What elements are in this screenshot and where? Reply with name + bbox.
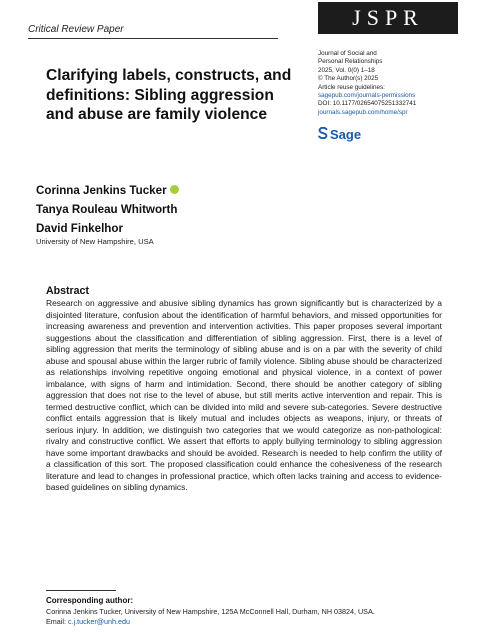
journal-name-line-2: Personal Relationships	[318, 58, 383, 66]
paper-type-label: Critical Review Paper	[28, 24, 124, 35]
correspondence-heading: Corresponding author:	[46, 596, 134, 605]
correspondence-email-line	[46, 617, 130, 626]
orcid-icon[interactable]	[170, 185, 179, 194]
reuse-link[interactable]: sagepub.com/journals-permissions	[318, 92, 416, 100]
header-divider	[28, 38, 278, 39]
author-2: Tanya Rouleau Whitworth	[36, 203, 178, 216]
email-link[interactable]: c.j.tucker@unh.edu	[67, 617, 131, 626]
journal-name-line-1: Journal of Social and	[318, 50, 377, 57]
affiliation: University of New Hampshire, USA	[36, 237, 154, 246]
article-title: Clarifying labels, constructs, and definitions: Sibling aggression and abuse are family violence	[46, 67, 292, 123]
abstract-text: Research on aggressive and abusive sibling dynamics has grown significantly but is characterized by a disjointed literature, confusion about the identification of harmful behaviors, and missed opportunities for increasing awareness and prevention and intervention activities. This paper proposes several important suggestions about the classification and differentiation of sibling aggression. First, there is a level of sibling aggression that merits the terminology of sibling abuse and is on a par with the severity of child abuse and spousal abuse within the larger rubric of family violence. Sibling abuse should be characterized as relationships involving repetitive ongoing emotional and physical violence, in a context of power imbalance, with signs of harm and intimidation. Second, there should be another category of sibling aggression that does not rise to the level of abuse, but still merits active intervention and repair. This is termed destructive conflict, which can be divided into mild and severe sub-categories. Severe destructive conflict entails aggression that is likely mutual and includes objects as weapons, injury, or threats of serious injury. In addition, we distinguish two categories that we would categorize as non-pathological: rivalry and constructive conflict. We assert that efforts to apply bullying terminology to sibling aggression have some important drawbacks and should be avoided. Research is needed to help confirm the utility of a classification of this sort. The proposed classification could enhance the cohesiveness of the research literature and lead to changes in professional practice, which often lacks training and access to evidence-based guidelines on sibling dynamics.	[46, 298, 442, 492]
author-3: David Finkelhor	[36, 222, 123, 235]
volume-info: 2025, Vol. 0(0) 1–18	[318, 66, 375, 74]
journal-logo: JSPR	[318, 2, 458, 34]
doi[interactable]: DOI: 10.1177/02654075251332741	[318, 100, 417, 108]
publisher-logo	[318, 127, 361, 142]
copyright: © The Author(s) 2025	[318, 75, 379, 83]
journal-metadata	[318, 50, 468, 117]
journal-link[interactable]: journals.sagepub.com/home/spr	[318, 108, 408, 116]
author-1	[36, 184, 179, 197]
author-1-name: Corinna Jenkins Tucker	[36, 184, 167, 197]
reuse-label: Article reuse guidelines:	[318, 83, 385, 91]
sage-s-icon	[318, 127, 330, 142]
publisher-name: Sage	[330, 127, 362, 142]
email-label: Email:	[46, 617, 66, 626]
correspondence-address: Corinna Jenkins Tucker, University of New Hampshire, 125A McConnell Hall, Durham, NH 03824, USA.	[46, 607, 375, 616]
abstract-heading: Abstract	[46, 285, 89, 297]
footnote-divider	[46, 590, 116, 591]
